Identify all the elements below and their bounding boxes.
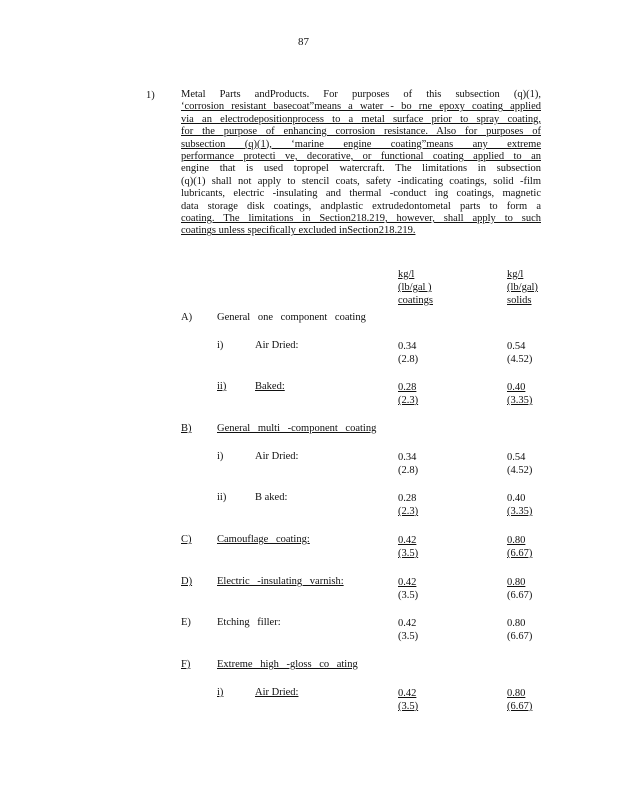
paragraph-line: subsection (q)(1), ‘marine engine coating”means any extreme bbox=[181, 138, 541, 150]
subitem-label: Air Dried: bbox=[255, 687, 299, 698]
coatings-value: 0.34 (2.8) bbox=[398, 452, 419, 476]
subitem-number: ii) bbox=[217, 381, 227, 392]
category-letter: A) bbox=[181, 312, 193, 323]
column-header-coatings: kg/l (lb/gal ) coatings bbox=[398, 269, 433, 306]
solids-value: 0.40 (3.35) bbox=[507, 382, 533, 406]
coatings-value: 0.42 (3.5) bbox=[398, 577, 419, 601]
coatings-value: 0.28 (2.3) bbox=[398, 382, 419, 406]
category-letter: C) bbox=[181, 534, 192, 545]
paragraph-line: coating. The limitations in Section218.219, however, shall apply to such bbox=[181, 213, 541, 225]
category-letter: F) bbox=[181, 659, 191, 670]
category-letter: D) bbox=[181, 576, 193, 587]
column-header-solids: kg/l (lb/gal) solids bbox=[507, 269, 538, 306]
paragraph-line: for the purpose of enhancing corrosion resistance. Also for purposes of bbox=[181, 126, 541, 138]
subitem-number: ii) bbox=[217, 492, 227, 503]
paragraph-line: (q)(1) shall not apply to stencil coats, safety -indicating coatings, solid -film bbox=[181, 175, 541, 187]
category-letter: B) bbox=[181, 423, 192, 434]
solids-value: 0.54 (4.52) bbox=[507, 452, 533, 476]
category-name: Etching filler: bbox=[217, 617, 281, 628]
paragraph-line: engine that is used topropel watercraft. The limitations in subsection bbox=[181, 163, 541, 175]
paragraph-line: ‘corrosion resistant basecoat”means a water - bo rne epoxy coating applied bbox=[181, 101, 541, 113]
coatings-value: 0.42 (3.5) bbox=[398, 688, 419, 712]
paragraph-line: lubricants, electric -insulating and thermal -conduct ing coatings, magnetic bbox=[181, 188, 541, 200]
paragraph-line: coatings unless specifically excluded inSection218.219. bbox=[181, 225, 416, 237]
category-name: Electric -insulating varnish: bbox=[217, 576, 344, 587]
paragraph-line: Metal Parts andProducts. For purposes of this subsection (q)(1), bbox=[181, 89, 541, 100]
subitem-label: Air Dried: bbox=[255, 340, 299, 351]
page-number: 87 bbox=[298, 36, 309, 48]
coatings-value: 0.42 (3.5) bbox=[398, 535, 419, 559]
item-marker: 1) bbox=[146, 90, 155, 101]
solids-value: 0.80 (6.67) bbox=[507, 535, 533, 559]
category-name: General one component coating bbox=[217, 312, 366, 323]
subitem-number: i) bbox=[217, 340, 224, 351]
subitem-number: i) bbox=[217, 687, 224, 698]
coatings-value: 0.34 (2.8) bbox=[398, 341, 419, 365]
paragraph-line: performance protecti ve, decorative, or functional coating applied to an bbox=[181, 151, 541, 163]
paragraph bbox=[181, 89, 541, 238]
category-name: General multi -component coating bbox=[217, 423, 377, 434]
subitem-label: Baked: bbox=[255, 381, 285, 392]
solids-value: 0.40 (3.35) bbox=[507, 493, 533, 517]
solids-value: 0.80 (6.67) bbox=[507, 688, 533, 712]
coatings-value: 0.42 (3.5) bbox=[398, 618, 419, 642]
subitem-label: B aked: bbox=[255, 492, 288, 503]
paragraph-line: data storage disk coatings, andplastic extrudedontometal parts to form a bbox=[181, 200, 541, 212]
category-name: Camouflage coating: bbox=[217, 534, 310, 545]
paragraph-line: via an electrodepositionprocess to a metal surface prior to spray coating, bbox=[181, 113, 541, 125]
solids-value: 0.54 (4.52) bbox=[507, 341, 533, 365]
subitem-number: i) bbox=[217, 451, 224, 462]
subitem-label: Air Dried: bbox=[255, 451, 299, 462]
solids-value: 0.80 (6.67) bbox=[507, 618, 533, 642]
category-letter: E) bbox=[181, 617, 191, 628]
solids-value: 0.80 (6.67) bbox=[507, 577, 533, 601]
coatings-value: 0.28 (2.3) bbox=[398, 493, 419, 517]
category-name: Extreme high -gloss co ating bbox=[217, 659, 358, 670]
